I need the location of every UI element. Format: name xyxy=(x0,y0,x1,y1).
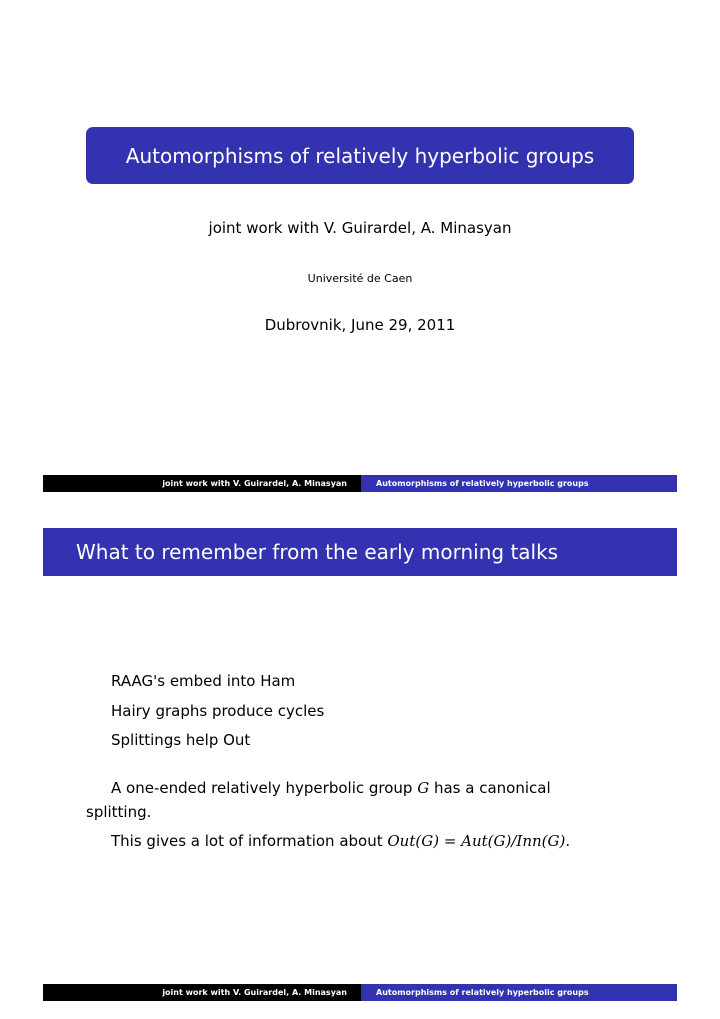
para3-formula: Out(G) = Aut(G)/Inn(G) xyxy=(387,832,566,850)
list-item: Splittings help Out xyxy=(111,731,251,749)
footer-author: joint work with V. Guirardel, A. Minasyan xyxy=(43,984,361,1001)
institute: Université de Caen xyxy=(307,272,413,285)
date-line: Dubrovnik, June 29, 2011 xyxy=(264,316,456,334)
list-item: Hairy graphs produce cycles xyxy=(111,702,325,720)
slide-title: Automorphisms of relatively hyperbolic groups xyxy=(125,143,595,168)
frame-title-bar xyxy=(43,528,677,576)
footer-title: Automorphisms of relatively hyperbolic groups xyxy=(361,984,677,1001)
frame-title: What to remember from the early morning talks xyxy=(76,540,559,564)
footer-title: Automorphisms of relatively hyperbolic groups xyxy=(361,475,677,492)
paragraph-3 xyxy=(111,832,570,850)
author-line: joint work with V. Guirardel, A. Minasyan xyxy=(208,219,512,237)
para3-start: This gives a lot of information about xyxy=(111,832,388,850)
slide-title-box xyxy=(86,127,634,184)
footer-bar-1 xyxy=(43,475,677,492)
para3-end: . xyxy=(565,832,571,850)
para1-end: has a canonical xyxy=(429,779,551,797)
para1-start: A one-ended relatively hyperbolic group xyxy=(111,779,418,797)
footer-bar-2 xyxy=(43,984,677,1001)
para1-var: G xyxy=(417,779,430,797)
footer-author: joint work with V. Guirardel, A. Minasyan xyxy=(43,475,361,492)
paragraph-2: splitting. xyxy=(86,803,152,821)
paragraph-1 xyxy=(111,779,551,797)
list-item: RAAG's embed into Ham xyxy=(111,672,296,690)
